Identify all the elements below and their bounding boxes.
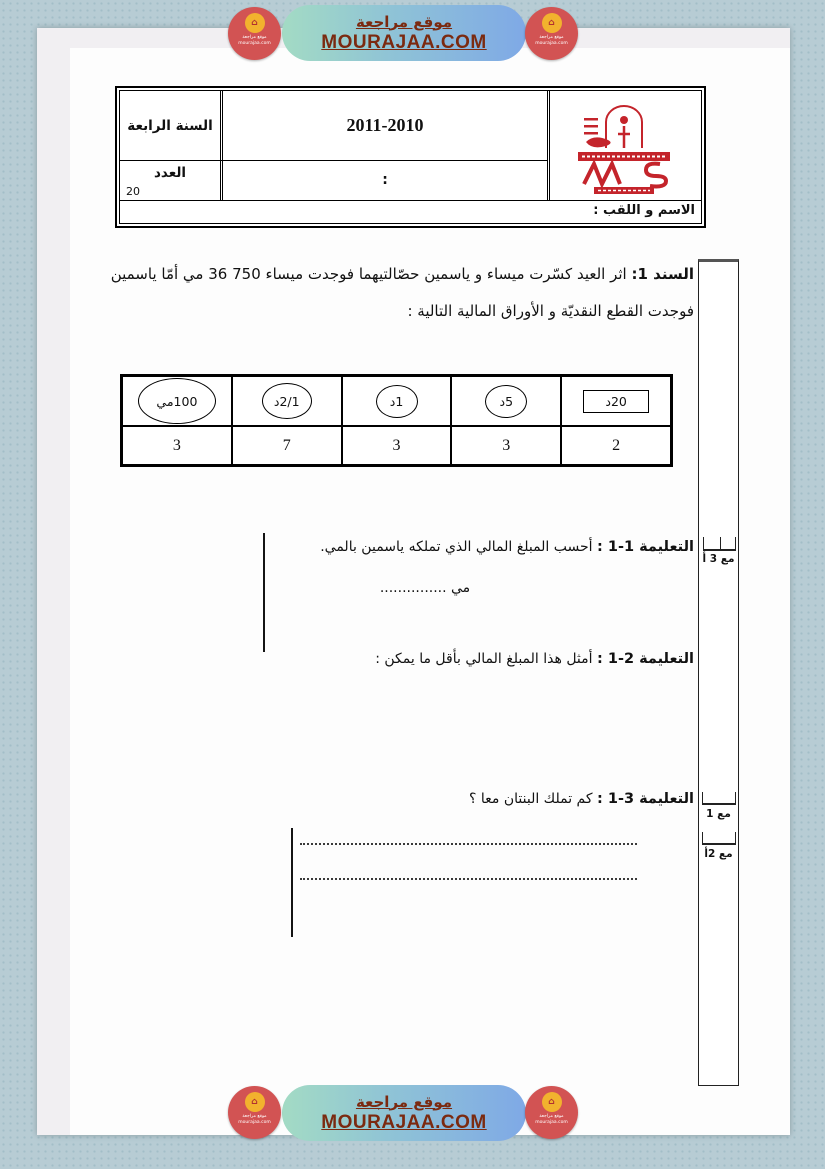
exercise-text-1: اثر العيد كسّرت ميساء و ياسمين حصّالتيهما فوجدت ميساء — [265, 265, 627, 283]
instruction-label: التعليمة 1-1 : — [597, 539, 694, 555]
site-banner-top[interactable] — [282, 5, 526, 61]
school-year-cell: 2011-2010 — [346, 115, 424, 135]
dotted-answer-line[interactable] — [300, 878, 637, 880]
school-logo-icon — [572, 96, 676, 196]
banknote-icon: 20د — [583, 390, 649, 413]
banner-title-arabic[interactable]: موقع مراجعة — [355, 1092, 453, 1111]
coin-icon: 2/1د — [262, 383, 312, 419]
book-icon: ⌂ — [542, 1092, 562, 1112]
grading-bracket-icon — [702, 832, 736, 845]
exam-number-value: 20 — [126, 185, 140, 198]
book-icon: ⌂ — [245, 1092, 265, 1112]
exam-number-label: العدد — [153, 165, 187, 181]
count-cell: 2 — [561, 426, 671, 465]
book-icon: ⌂ — [245, 13, 265, 33]
colon-cell: : — [382, 172, 388, 188]
money-cell-100mi — [122, 376, 232, 426]
grading-bracket-icon — [703, 537, 736, 551]
grade-cell: السنة الرابعة — [127, 117, 213, 134]
site-logo-badge-icon[interactable]: ⌂ موقع مراجعة mourajaa.com — [525, 7, 578, 60]
count-cell: 3 — [342, 426, 452, 465]
margin-mark-label: مع 2أ — [704, 848, 733, 860]
instruction-text: أمثل هذا المبلغ المالي بأقل ما يمكن : — [375, 651, 593, 667]
count-cell: 3 — [451, 426, 561, 465]
student-name-row: الاسم و اللقب : — [593, 202, 695, 218]
coin-icon: 1د — [376, 385, 418, 418]
instruction-1-3 — [134, 788, 694, 810]
site-banner-bottom[interactable] — [282, 1085, 526, 1141]
instruction-1-2 — [134, 648, 694, 670]
exercise-statement — [98, 256, 694, 330]
instruction-1-1 — [134, 536, 694, 558]
site-logo-badge-icon[interactable]: ⌂ موقع مراجعة mourajaa.com — [228, 7, 281, 60]
instruction-label: التعليمة 3-1 : — [597, 791, 694, 807]
school-header-table — [115, 86, 706, 228]
divider-line — [291, 828, 293, 937]
site-logo-badge-icon[interactable]: ⌂ موقع مراجعة mourajaa.com — [228, 1086, 281, 1139]
count-cell: 7 — [232, 426, 342, 465]
banner-title-url[interactable]: MOURAJAA.COM — [321, 1111, 487, 1133]
money-table — [120, 374, 673, 467]
coin-icon: 100مي — [138, 378, 216, 424]
logo-cell — [550, 91, 697, 200]
banner-title-arabic[interactable]: موقع مراجعة — [355, 12, 453, 31]
coin-icon: 5د — [485, 385, 527, 418]
dotted-answer-line[interactable] — [300, 843, 637, 845]
grading-bracket-icon — [702, 792, 736, 805]
answer-blank-amount[interactable]: ............... مي — [379, 580, 471, 596]
instruction-text: كم تملك البنتان معا ؟ — [469, 791, 593, 807]
banner-title-url[interactable]: MOURAJAA.COM — [321, 31, 487, 53]
amount-value: 36 750 — [208, 265, 261, 283]
grading-margin-column — [698, 259, 739, 1086]
money-cell-half-dinar — [232, 376, 342, 426]
margin-mark-label: مع 1 — [706, 808, 731, 820]
instruction-label: التعليمة 2-1 : — [597, 651, 694, 667]
margin-mark-label: مع 3 أ — [702, 553, 735, 565]
book-icon: ⌂ — [542, 13, 562, 33]
money-cell-20-dinar — [561, 376, 671, 426]
site-logo-badge-icon[interactable]: ⌂ موقع مراجعة mourajaa.com — [525, 1086, 578, 1139]
money-cell-5-dinar — [451, 376, 561, 426]
exercise-label: السند 1: — [631, 265, 694, 283]
instruction-text: أحسب المبلغ المالي الذي تملكه ياسمين بالمي. — [320, 539, 593, 555]
exercise-text-2: مي أمّا ياسمين فوجدت القطع النقديّة و الأوراق المالية التالية : — [110, 265, 694, 320]
money-cell-1-dinar — [342, 376, 452, 426]
divider-line — [263, 533, 265, 652]
count-cell: 3 — [122, 426, 232, 465]
